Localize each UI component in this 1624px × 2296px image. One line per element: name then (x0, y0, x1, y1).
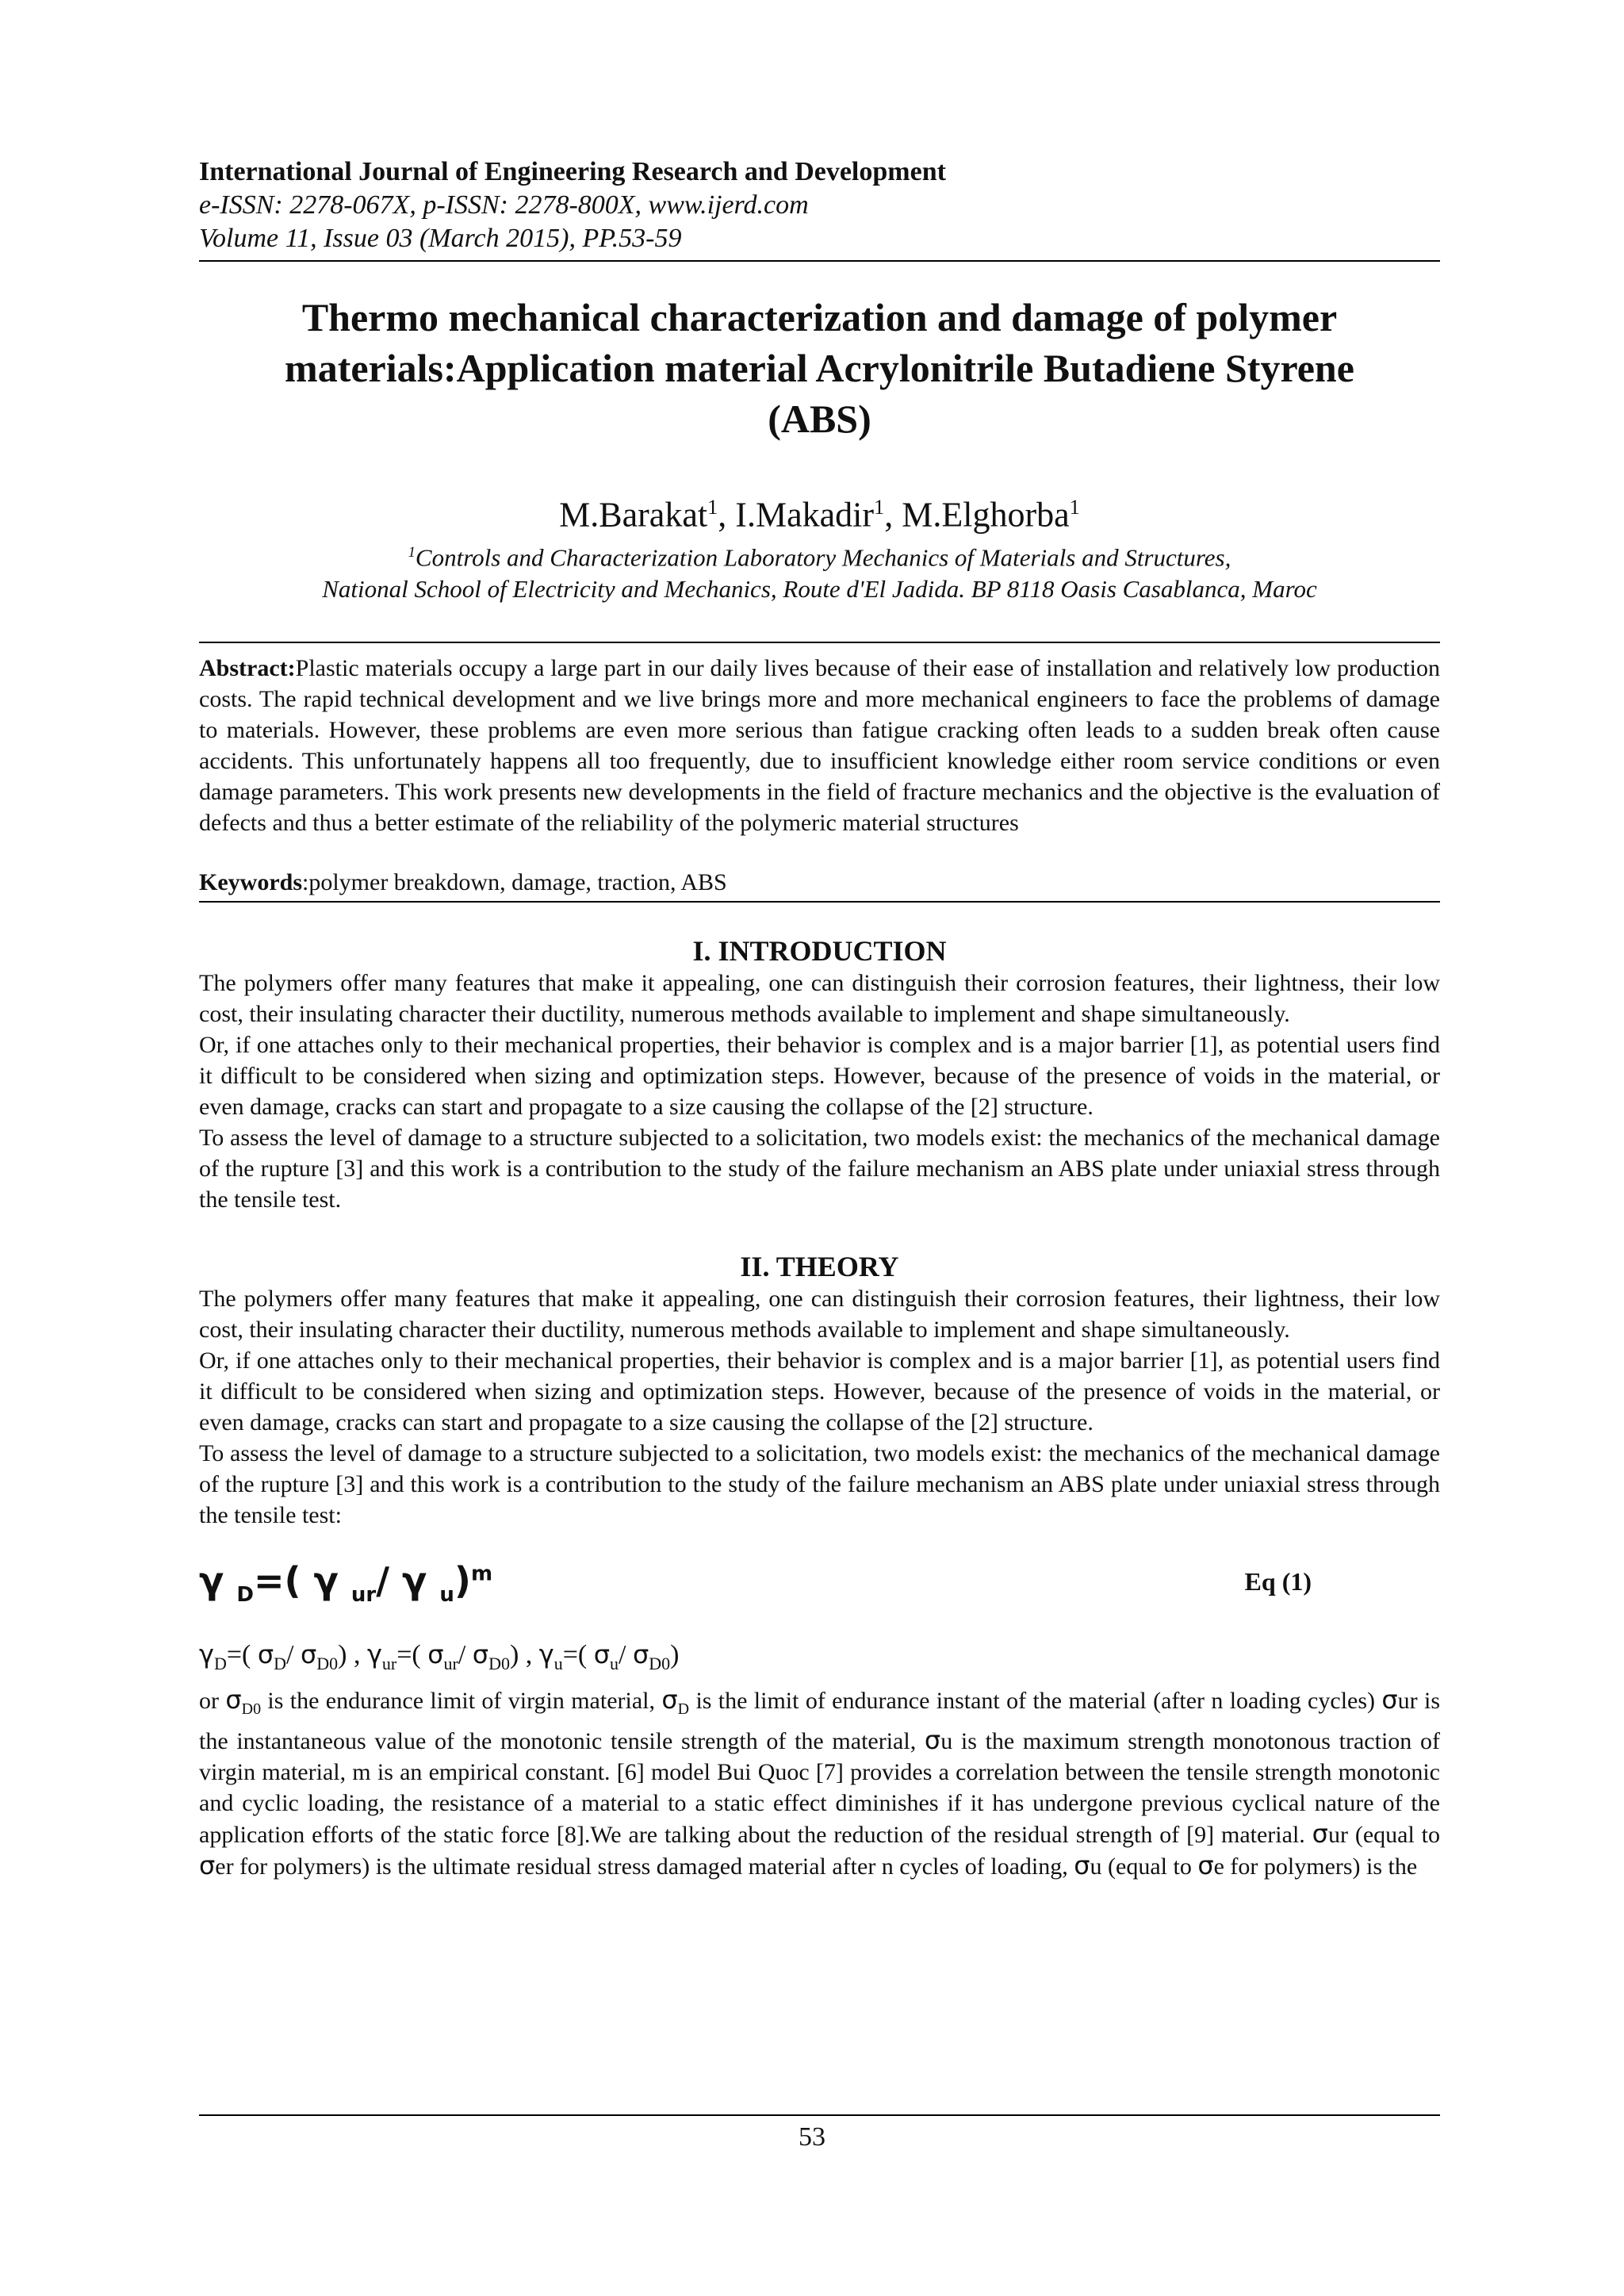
journal-volume: Volume 11, Issue 03 (March 2015), PP.53-59 (199, 224, 682, 253)
section-paragraph: The polymers offer many features that make it appealing, one can distinguish their corrosion features, their lightness, their low cost, their insulating character their ductility, numerous methods available to implement and shape simultaneously. (199, 969, 1440, 1027)
section-heading-introduction: I. INTRODUCTION (692, 934, 947, 967)
equation-label: Eq (1) (1244, 1566, 1312, 1596)
journal-issn: e-ISSN: 2278-067X, p-ISSN: 2278-800X, www.ijerd.com (199, 190, 809, 220)
page-number: 53 (799, 2122, 825, 2152)
section-heading-theory: II. THEORY (740, 1250, 899, 1282)
equation-definitions: $\gamma_D=$( $\sigma_D/$ $\sigma_{D0}$) , $\gamma_{ur}=$( $\sigma_{ur}/$ $\sigma_{D0}$) , $\gamma_u=$( $\sigma_u/$ $\sigma_{D0}$) (199, 1639, 680, 1673)
author-name: I.Makadir (735, 495, 875, 535)
section-paragraph: To assess the level of damage to a structure subjected to a solicitation, two models exist: the mechanics of the mechanical damage of the rupture [3] and this work is a contribution to the study of the failure mechanism an ABS plate under uniaxial stress through the tensile test. (199, 1124, 1440, 1213)
content (199, 155, 1440, 1882)
section-paragraph: Or, if one attaches only to their mechanical properties, their behavior is complex and is a major barrier [1], as potential users find it difficult to be considered when sizing and optimization steps. However, because of the presence of voids in the material, or even damage, cracks can start and propagate to a size causing the collapse of the [2] structure. (199, 1347, 1440, 1435)
body-paragraph: or $\sigma_{D0}$ is the endurance limit of virgin material, $\sigma_D$ is the limit of endurance instant of the material (after n loading cycles) σur is the instantaneous value of the monotonic tensile strength of the material, σu is the maximum strength monotonous traction of virgin material, m is an empirical constant. [6] model Bui Quoc [7] provides a correlation between the tensile strength monotonic and cyclic loading, the resistance of a material to a static effect diminishes if it has undergone previous cyclical nature of the application efforts of the static force [8].We are talking about the reduction of the residual strength of [9] material. σur (equal to σer for polymers) is the ultimate residual stress damaged material after n cycles of loading, σu (equal to σe for polymers) is the (199, 1684, 1441, 1880)
section-paragraph: Or, if one attaches only to their mechanical properties, their behavior is complex and is a major barrier [1], as potential users find it difficult to be considered when sizing and optimization steps. However, because of the presence of voids in the material, or even damage, cracks can start and propagate to a size causing the collapse of the [2] structure. (199, 1031, 1440, 1120)
section-paragraph: To assess the level of damage to a structure subjected to a solicitation, two models exist: the mechanics of the mechanical damage of the rupture [3] and this work is a contribution to the study of the failure mechanism an ABS plate under uniaxial stress through the tensile test: (199, 1439, 1440, 1528)
journal-header (199, 155, 1440, 262)
keywords-label: Keywords (199, 868, 302, 895)
author-affiliation-mark: 1 (707, 495, 718, 519)
footer-rule (199, 2114, 1440, 2116)
author-name: M.Barakat (559, 495, 708, 535)
affiliation (199, 537, 1440, 605)
affiliation-mark: 1 (408, 543, 416, 561)
affiliation-line-2: National School of Electricity and Mechanics, Route d'El Jadida. BP 8118 Oasis Casablanca, Maroc (322, 574, 1317, 603)
equation-row (199, 1554, 1440, 1612)
author-affiliation-mark: 1 (1069, 495, 1080, 519)
equation-1: γ $_D$=( γ $_{ur}$/ γ $_u$)$^m$ (199, 1558, 493, 1608)
paper-title: Thermo mechanical characterization and damage of polymer materials:Application material Acrylonitrile Butadiene Styrene (ABS) (285, 295, 1354, 441)
author-list: M.Barakat$^1$, I.Makadir$^1$, M.Elghorba$^1$ (559, 495, 1080, 535)
affiliation-line-1: $^1$Controls and Characterization Laboratory Mechanics of Materials and Structures, (408, 542, 1231, 571)
author-name: M.Elghorba (902, 495, 1070, 535)
journal-name: International Journal of Engineering Research and Development (199, 157, 946, 186)
author-affiliation-mark: 1 (874, 495, 885, 519)
section-paragraph: The polymers offer many features that make it appealing, one can distinguish their corrosion features, their lightness, their low cost, their insulating character their ductility, numerous methods available to implement and shape simultaneously. (199, 1285, 1440, 1343)
keywords-text: :polymer breakdown, damage, traction, ABS (302, 868, 727, 895)
abstract (199, 642, 1440, 838)
keywords (199, 867, 1440, 903)
abstract-text: Plastic materials occupy a large part in our daily lives because of their ease of installation and relatively low production costs. The rapid technical development and we live brings more and more mechanical engineers to face the problems of damage to materials. However, these problems are even more serious than fatigue cracking often leads to a sudden break often cause accidents. This unfortunately happens all too frequently, due to insufficient knowledge either room service conditions or even damage parameters. This work presents new developments in the field of fracture mechanics and the objective is the evaluation of defects and thus a better estimate of the reliability of the polymeric material structures (199, 654, 1440, 836)
abstract-label: Abstract: (199, 654, 296, 681)
